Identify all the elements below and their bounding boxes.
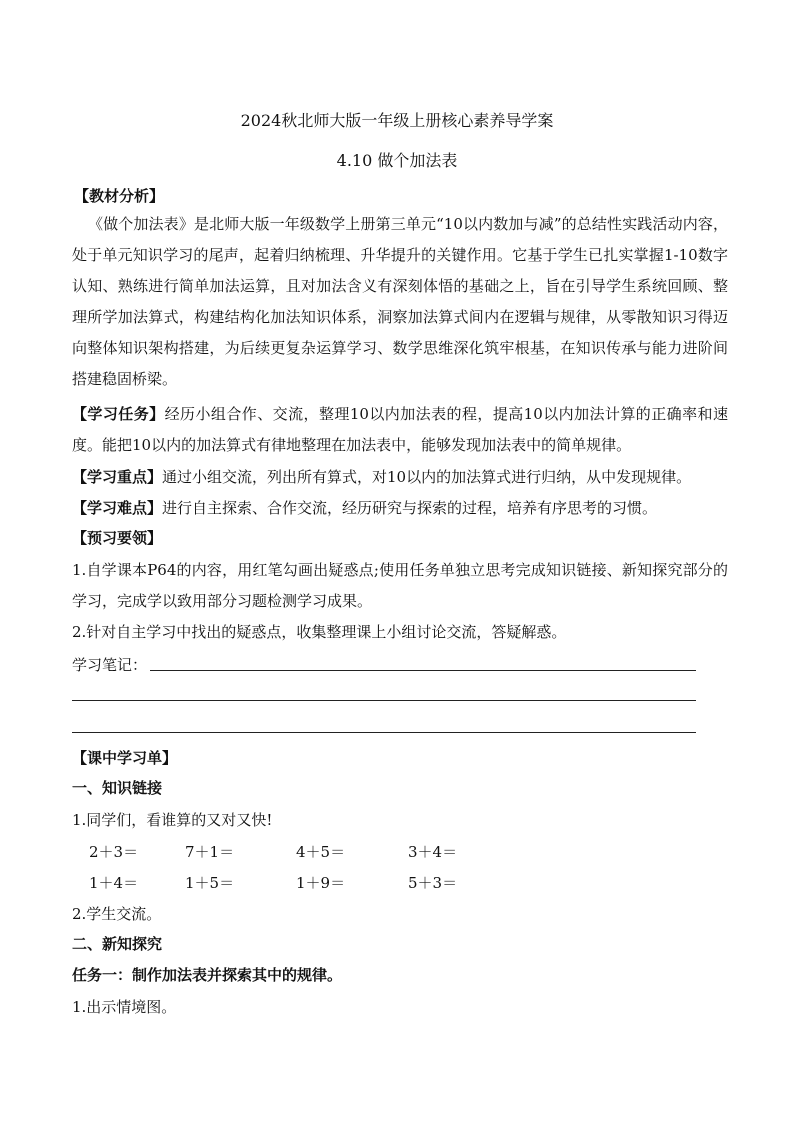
task-one-step-1: 1.出示情境图。 (72, 998, 177, 1016)
task-paragraph (72, 399, 728, 461)
notes-line-1[interactable] (150, 670, 696, 671)
preview-item-1: 1.自学课本P64的内容，用红笔勾画出疑惑点;使用任务单独立思考完成知识链接、新知探究部分的学习，完成学以致用部分习题检测学习成果。 (72, 561, 728, 610)
equation: 1＋9＝ (296, 874, 346, 892)
equation: 4＋5＝ (296, 843, 346, 861)
preview-heading: 【预习要领】 (72, 529, 163, 547)
equation: 5＋3＝ (408, 874, 458, 892)
difficulty-heading: 【学习难点】 (72, 499, 163, 517)
key-point-paragraph (72, 467, 691, 487)
task-one-heading: 任务一：制作加法表并探索其中的规律。 (72, 966, 343, 984)
task-heading: 【学习任务】 (72, 405, 165, 423)
equation: 1＋4＝ (89, 874, 139, 892)
lesson-title: 4.10 做个加法表 (336, 151, 458, 170)
notes-label: 学习笔记： (72, 656, 148, 674)
section-knowledge-link: 一、知识链接 (72, 779, 163, 797)
analysis-heading: 【教材分析】 (74, 187, 165, 205)
equation: 3＋4＝ (408, 843, 458, 861)
task-body: 经历小组合作、交流，整理10以内加法表的程，提高10以内加法计算的正确率和速度。能把10以内的加法算式有律地整理在加法表中，能够发现加法表中的简单规律。 (72, 405, 728, 454)
analysis-body: 《做个加法表》是北师大版一年级数学上册第三单元“10以内数加与减”的总结性实践活动内容，处于单元知识学习的尾声，起着归纳梳理、升华提升的关键作用。它基于学生已扎实掌握1-10数字认知、熟练进行简单加法运算，且对加法含义有深刻体悟的基础之上，旨在引导学生系统回顾、整理所学加法算式，构建结构化加法知识体系，洞察加法算式间内在逻辑与规律，从零散知识习得迈向整体知识架构搭建，为后续更复杂运算学习、数学思维深化筑牢根基，在知识传承与能力进阶间搭建稳固桥梁。 (72, 215, 728, 388)
question-1: 1.同学们，看谁算的又对又快! (72, 811, 273, 829)
key-point-body: 通过小组交流，列出所有算式，对10以内的加法算式进行归纳，从中发现规律。 (162, 468, 692, 486)
preview-item-2: 2.针对自主学习中找出的疑惑点，收集整理课上小组讨论交流，答疑解惑。 (72, 623, 567, 641)
difficulty-body: 进行自主探索、合作交流，经历研究与探索的过程，培养有序思考的习惯。 (162, 499, 658, 517)
document-title: 2024秋北师大版一年级上册核心素养导学案 (240, 111, 554, 130)
equation: 2＋3＝ (89, 843, 139, 861)
section-new-knowledge: 二、新知探究 (72, 935, 163, 953)
equation: 7＋1＝ (185, 843, 235, 861)
key-point-heading: 【学习重点】 (72, 468, 163, 486)
lesson-heading: 【课中学习单】 (72, 749, 178, 767)
question-2: 2.学生交流。 (72, 905, 162, 923)
notes-line-2[interactable] (72, 700, 696, 701)
equation: 1＋5＝ (185, 874, 235, 892)
difficulty-paragraph (72, 498, 657, 518)
notes-line-3[interactable] (72, 732, 696, 733)
